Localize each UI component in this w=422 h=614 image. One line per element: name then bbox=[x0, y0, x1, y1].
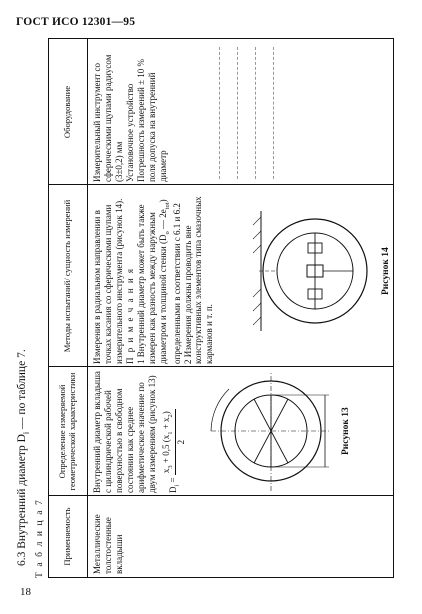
dashed-line bbox=[237, 47, 238, 179]
formula-x: x bbox=[160, 468, 171, 474]
equipment-accuracy: Погрешность измерений ± 10 % поля допуска на внутренний диаметр bbox=[135, 58, 168, 182]
header-divider bbox=[87, 39, 88, 577]
section-title-suffix: — по таблице 7. bbox=[16, 349, 28, 432]
dashed-line bbox=[219, 47, 220, 179]
header-definition: Определение измеряемой геометрической характеристики bbox=[57, 372, 77, 491]
cell-applicability: Металлические толстостенные вкладыши bbox=[92, 514, 124, 574]
formula-numerator bbox=[161, 409, 176, 475]
formula-eq: = bbox=[167, 475, 178, 485]
note1-sub1: o bbox=[163, 231, 171, 235]
rotated-content bbox=[16, 38, 400, 578]
header-applicability: Применяемость bbox=[62, 507, 73, 566]
formula-lhs: D bbox=[167, 486, 178, 493]
figure-14-drawing bbox=[249, 205, 377, 337]
section-title-prefix: 6.3 Внутренний диаметр D bbox=[16, 434, 28, 566]
formula-fraction bbox=[161, 409, 187, 475]
header-method: Методы испытаний/ сущность измерений bbox=[62, 199, 73, 353]
document-header: ГОСТ ИСО 12301—95 bbox=[16, 16, 136, 28]
formula-x-sub: 3 bbox=[166, 465, 174, 469]
formula-plus: + x bbox=[160, 417, 171, 432]
figure-13-drawing bbox=[209, 369, 333, 493]
section-title bbox=[16, 349, 30, 566]
equipment-device: Установочное устройство bbox=[124, 83, 135, 182]
header-equipment: Оборудование bbox=[62, 85, 73, 139]
figure-14-caption: Рисунок 14 bbox=[381, 247, 391, 295]
page-number: 18 bbox=[20, 586, 31, 598]
method-note-2: 2 Измерения должны проводить вне конструктивных элементов типа смазочных карманов и т. п. bbox=[182, 196, 215, 364]
equipment-text: Измерительный инструмент со сферическими щупами радиусом (3±0,2) мм bbox=[92, 54, 124, 182]
table-label: Т а б л и ц а 7 bbox=[35, 498, 45, 578]
method-note-1 bbox=[136, 188, 183, 364]
cell-definition bbox=[92, 367, 187, 496]
formula-x2-sub: 2 bbox=[166, 414, 174, 418]
formula-denominator: 2 bbox=[175, 439, 186, 445]
cell-equipment bbox=[92, 39, 169, 185]
figure-13-caption: Рисунок 13 bbox=[341, 407, 351, 455]
cell-method bbox=[92, 185, 215, 367]
method-text: Измерения в радиальном направлении в точках касания со сферическими щупами измерительного инструмента (рисунок 14). bbox=[92, 198, 124, 364]
note1-sub2: tot bbox=[163, 202, 171, 210]
definition-text: Внутренний диаметр вкладыша с цилиндрической рабочей поверхностью в свободном состоянии как среднее арифметическое значение по двум измерениям (рисунок 13) bbox=[92, 371, 157, 493]
formula-close: ) bbox=[160, 411, 171, 415]
dashed-line bbox=[273, 47, 274, 179]
table-7 bbox=[48, 38, 394, 578]
section-title-sub: i bbox=[21, 431, 31, 435]
dashed-line bbox=[255, 47, 256, 179]
definition-formula bbox=[161, 370, 187, 493]
note1-pre: 1 Внутренний диаметр может быть также измерен как разность между наружным диаметром и толщиной стенки (D bbox=[135, 204, 168, 364]
note1-post: ) определенными в соответствии с 6.1 и 6.2 bbox=[157, 199, 182, 364]
formula-x1-sub: 1 bbox=[166, 431, 174, 435]
formula-mid: + 0,5 (x bbox=[160, 434, 171, 466]
method-note-label: П р и м е ч а н и я bbox=[124, 267, 135, 364]
formula-lhs-sub: i bbox=[173, 484, 181, 487]
note1-mid: — 2e bbox=[157, 209, 168, 232]
